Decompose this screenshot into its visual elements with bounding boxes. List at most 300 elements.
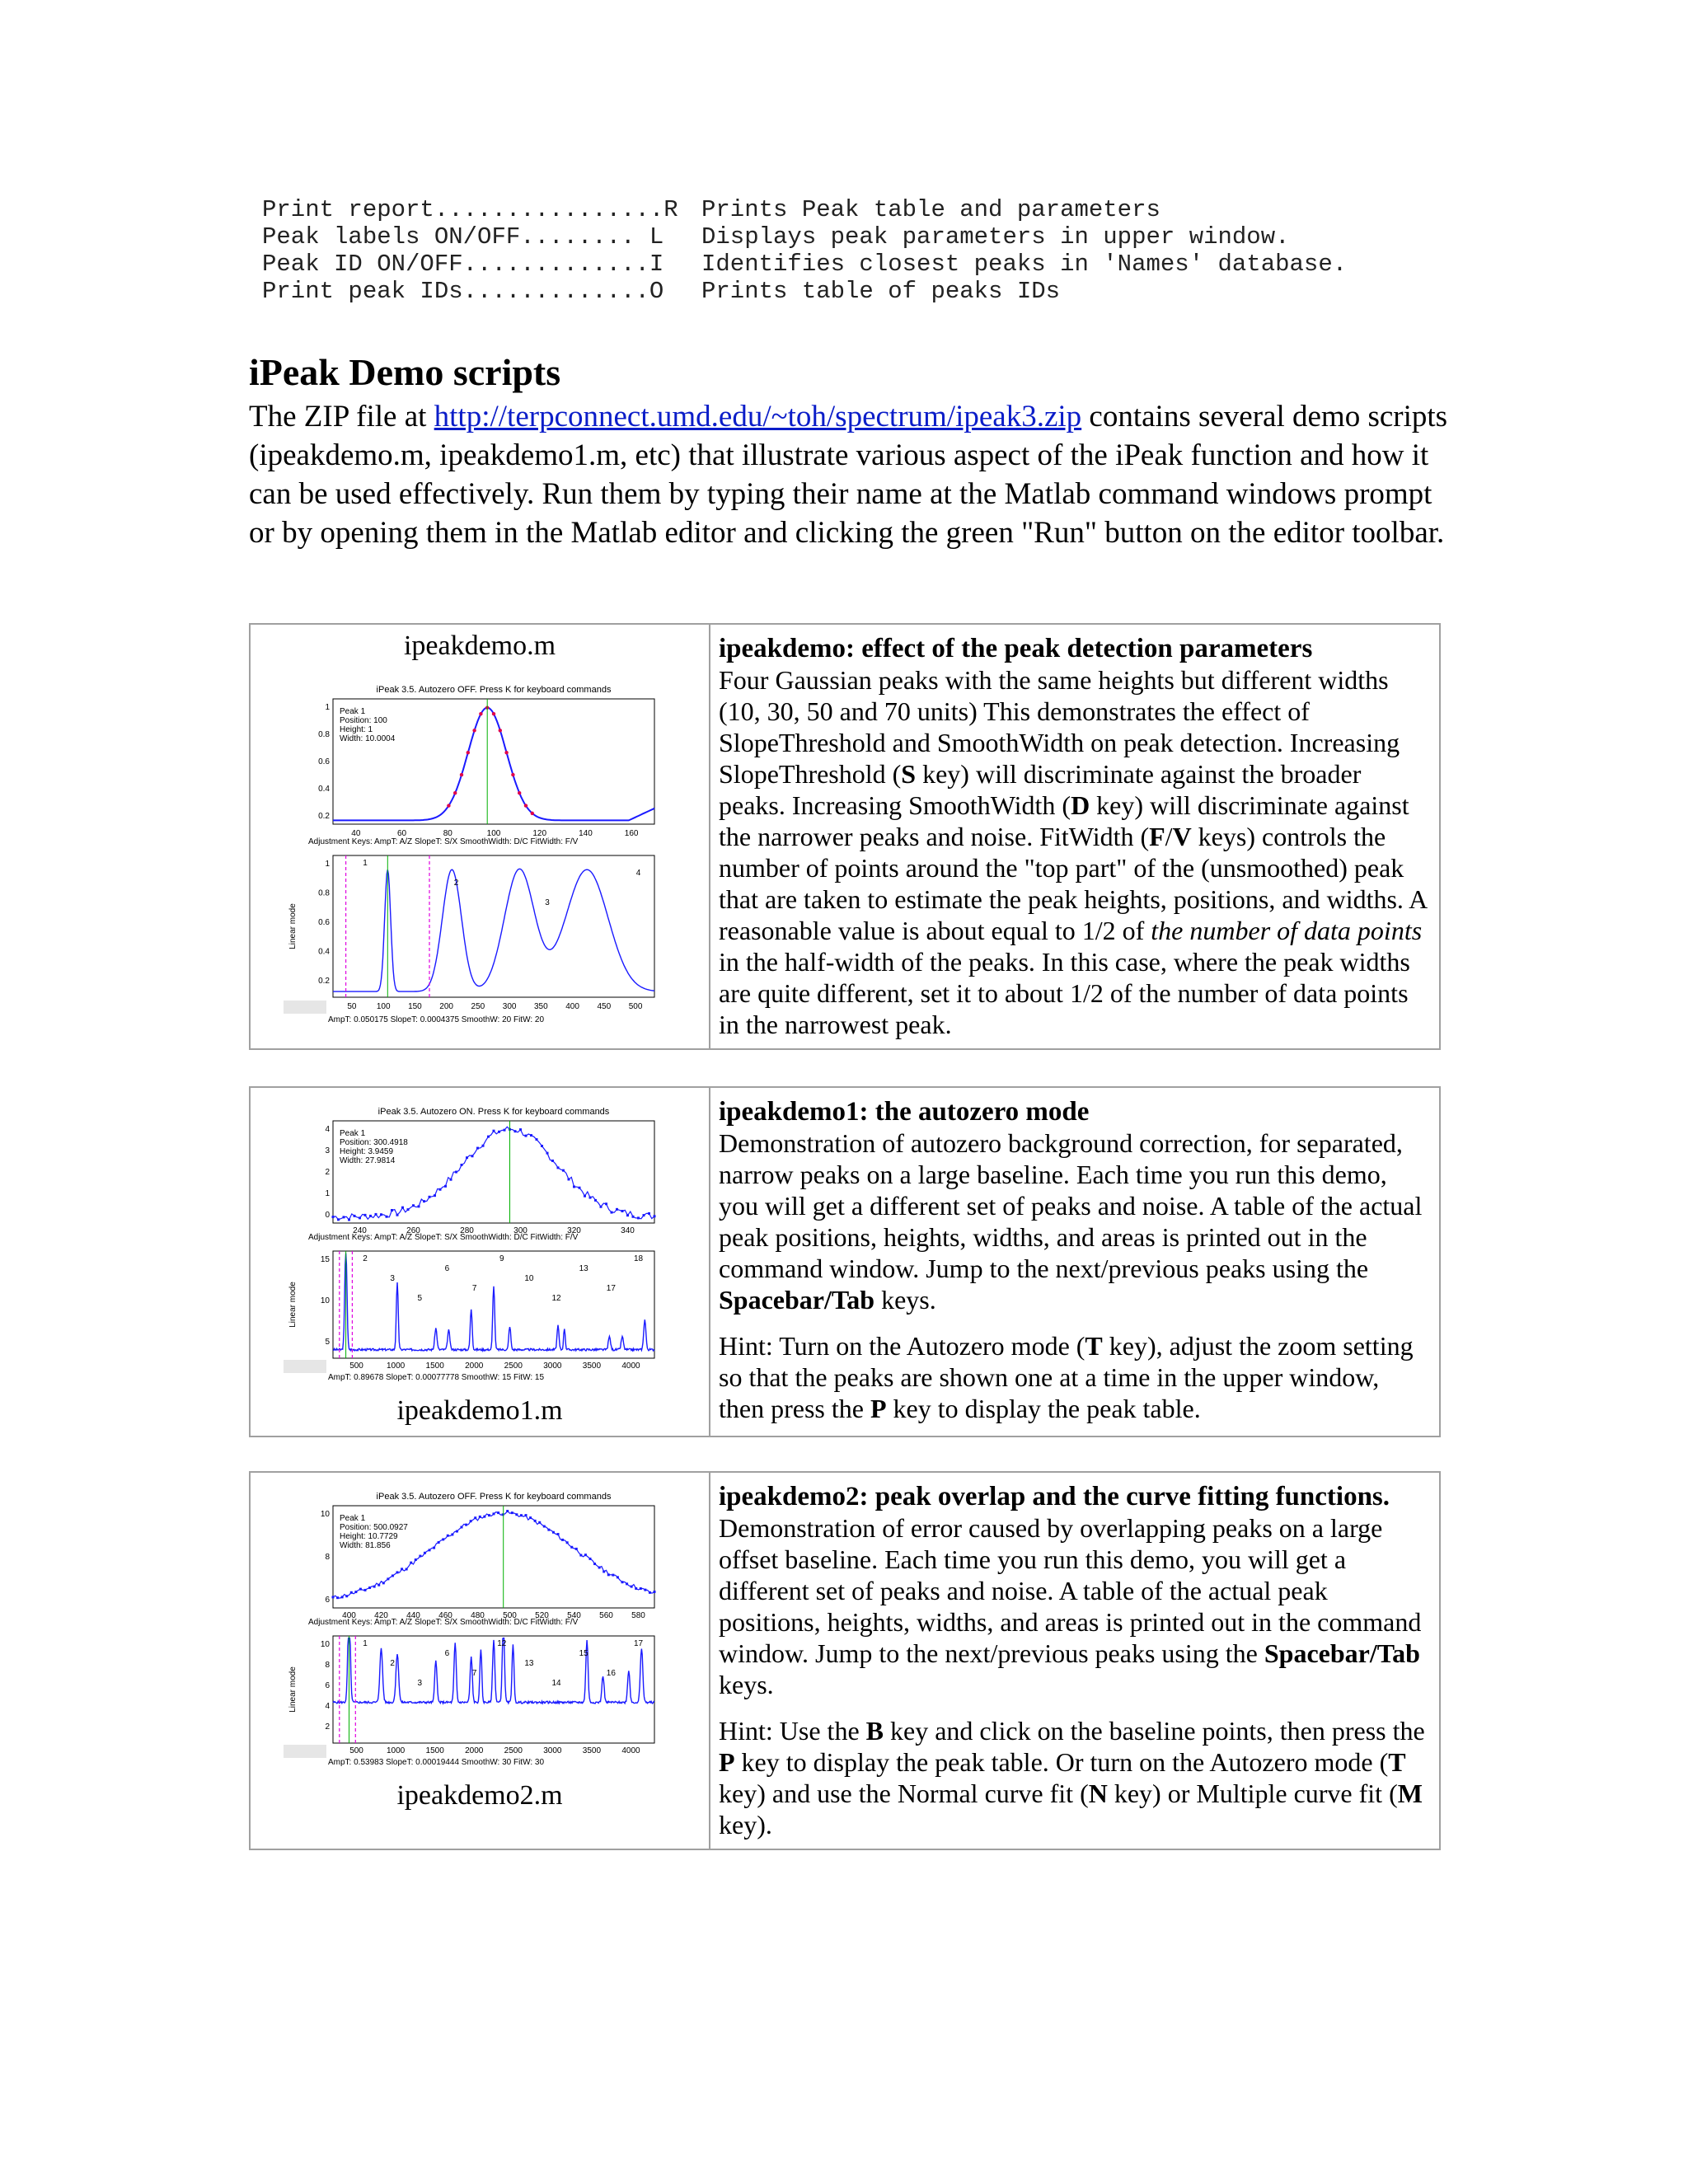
fit-marker	[511, 773, 514, 776]
upper-data-point	[525, 1514, 528, 1516]
status-box	[284, 1001, 326, 1014]
intro-text-end: contains several demo scripts (ipeakdemo.m, ipeakdemo1.m, etc) that illustrate various aspect of the iPeak function and how it can be used effectively. Run them by typing their name at the Matlab command windows prompt or by opening them in the Matlab editor and clicking the green "Run" button on the editor toolbar.	[249, 400, 1448, 550]
intro-text-start: The ZIP file at	[249, 400, 434, 434]
upper-data-point	[568, 1178, 570, 1180]
upper-data-point	[579, 1187, 581, 1189]
lower-y-axis-label: Linear mode	[288, 1666, 298, 1713]
demo-title: ipeakdemo: effect of the peak detection parameters	[719, 634, 1313, 663]
upper-data-point	[392, 1574, 394, 1577]
upper-data-point	[605, 1202, 607, 1205]
body-text: key), adjust the zoom setting so that the peaks are shown one at a time in the upper window, then press the	[719, 1331, 1414, 1423]
peak-number-label: 2	[363, 1254, 368, 1263]
demo-caption: ipeakdemo2.m	[396, 1780, 563, 1811]
upper-plot-title: iPeak 3.5. Autozero OFF. Press K for keyboard commands	[376, 1492, 612, 1502]
lower-y-tick-label: 8	[325, 1661, 330, 1670]
upper-data-point	[474, 1516, 476, 1519]
upper-data-point	[350, 1591, 353, 1594]
upper-data-point	[418, 1205, 420, 1207]
body-text: key to display the peak table. Or turn on the Autozero mode (	[734, 1747, 1389, 1777]
upper-x-tick-label: 320	[567, 1226, 581, 1235]
upper-data-point	[364, 1214, 367, 1216]
lower-y-tick-label: 5	[325, 1338, 330, 1347]
fit-marker	[499, 729, 502, 732]
demo-title: ipeakdemo2: peak overlap and the curve fitting functions.	[719, 1482, 1390, 1511]
zip-download-link[interactable]: http://terpconnect.umd.edu/~toh/spectrum/ipeak3.zip	[434, 400, 1082, 434]
upper-data-point	[471, 1155, 474, 1157]
command-row	[262, 196, 1498, 223]
upper-x-tick-label: 340	[621, 1226, 635, 1235]
lower-y-tick-label: 1	[325, 860, 330, 869]
peak-number-label: 7	[471, 1284, 477, 1293]
upper-data-point	[415, 1558, 417, 1561]
fit-marker	[447, 804, 450, 807]
body-text: key to display the peak table.	[886, 1394, 1201, 1423]
peak-number-label: 17	[606, 1284, 616, 1293]
upper-x-tick-label: 400	[342, 1611, 356, 1620]
demo-hint	[719, 1330, 1431, 1424]
upper-data-point	[450, 1179, 452, 1181]
upper-y-tick-label: 6	[325, 1596, 330, 1605]
lower-x-tick-label: 250	[471, 1002, 485, 1011]
demo-body	[719, 1512, 1431, 1700]
lower-y-tick-label: 15	[320, 1255, 330, 1264]
upper-data-point	[617, 1576, 619, 1578]
upper-data-point	[654, 1591, 656, 1593]
upper-data-point	[511, 1511, 513, 1514]
peak-parameter-label: Peak 1	[340, 1129, 366, 1138]
body-text: Four Gaussian peaks with the same heights but different widths (10, 30, 50 and 70 units) This demonstrates the effect of SlopeThreshold and SmoothWidth on peak detection. Increasing SlopeThreshold (	[719, 665, 1400, 789]
command-description: Prints Peak table and parameters	[701, 196, 1160, 223]
bold-key-text: B	[865, 1716, 884, 1746]
ipeak-figure	[284, 1103, 663, 1393]
peak-number-label: 3	[545, 898, 550, 907]
fit-marker	[479, 712, 482, 715]
upper-x-tick-label: 240	[353, 1226, 367, 1235]
command-key: Print report................R	[262, 196, 678, 223]
upper-data-point	[483, 1516, 485, 1518]
upper-data-point	[649, 1591, 651, 1594]
lower-x-tick-label: 450	[597, 1002, 612, 1011]
upper-data-point	[616, 1208, 618, 1211]
lower-x-tick-label: 500	[349, 1746, 363, 1755]
body-text: Hint: Use the	[719, 1716, 866, 1746]
upper-data-point	[541, 1145, 543, 1147]
upper-data-point	[482, 1145, 485, 1147]
upper-data-point	[546, 1152, 549, 1155]
upper-data-point	[570, 1546, 573, 1549]
peak-number-label: 17	[633, 1639, 644, 1648]
peak-number-label: 14	[551, 1679, 561, 1688]
upper-data-point	[621, 1210, 624, 1212]
upper-data-point	[429, 1549, 431, 1551]
upper-data-point	[429, 1196, 431, 1198]
bold-key-text: M	[1397, 1779, 1423, 1808]
upper-x-tick-label: 40	[351, 829, 361, 838]
peak-number-label: 16	[606, 1669, 616, 1678]
body-text: keys.	[719, 1670, 774, 1699]
command-description: Displays peak parameters in upper window.	[701, 223, 1290, 251]
upper-y-tick-label: 0.2	[318, 812, 330, 821]
fit-marker	[531, 812, 534, 815]
command-key: Peak ID ON/OFF.............I	[262, 251, 664, 278]
peak-number-label: 7	[471, 1669, 477, 1678]
upper-data-point	[557, 1533, 560, 1535]
bold-key-text: P	[719, 1747, 735, 1777]
lower-x-tick-label: 1500	[425, 1361, 444, 1371]
body-text: Hint: Turn on the Autozero mode (	[719, 1331, 1085, 1361]
adjustment-keys-label: Adjustment Keys: AmpT: A/Z SlopeT: S/X SmoothWidth: D/C FitWidth: F/V	[308, 1618, 579, 1627]
upper-data-point	[345, 1595, 348, 1597]
lower-plot-axes	[333, 1251, 654, 1358]
fit-marker	[472, 729, 476, 732]
upper-y-tick-label: 1	[325, 1189, 330, 1198]
upper-data-point	[637, 1216, 640, 1219]
demo-description-cell	[710, 1473, 1439, 1849]
body-text: key and click on the baseline points, then press the	[883, 1716, 1425, 1746]
upper-x-tick-label: 440	[406, 1611, 420, 1620]
command-key: Peak labels ON/OFF........ L	[262, 223, 664, 251]
upper-y-tick-label: 4	[325, 1125, 330, 1134]
body-text: keys.	[874, 1285, 936, 1315]
upper-data-point	[640, 1587, 642, 1590]
body-text: Demonstration of autozero background correction, for separated, narrow peaks on a large baseline. Each time you run this demo, you will get a different set of peaks and noise. A table of the actual peak positions, heights, widths, and areas is printed out in the command window. Jump to the next/previous peaks using the	[719, 1128, 1423, 1283]
lower-x-tick-label: 500	[349, 1361, 363, 1371]
peak-number-label: 4	[635, 869, 641, 878]
body-text: key) will discriminate against the narrower peaks and noise. FitWidth (	[719, 790, 1409, 851]
demo-table-ipeakdemo1	[249, 1086, 1441, 1437]
lower-x-tick-label: 350	[534, 1002, 548, 1011]
upper-data-point	[529, 1516, 532, 1519]
upper-data-point	[612, 1574, 614, 1577]
demo-description-cell	[710, 1088, 1439, 1436]
upper-data-point	[557, 1166, 560, 1169]
peak-number-label: 2	[390, 1659, 395, 1668]
body-text: key) or Multiple curve fit (	[1107, 1779, 1398, 1808]
lower-y-tick-label: 0.6	[318, 918, 330, 927]
lower-x-tick-label: 3500	[582, 1361, 602, 1371]
upper-data-point	[369, 1215, 372, 1217]
upper-data-point	[433, 1547, 435, 1549]
peak-number-label: 1	[363, 859, 368, 868]
upper-data-point	[626, 1582, 628, 1585]
upper-data-point	[538, 1521, 541, 1524]
lower-y-axis-label: Linear mode	[288, 1282, 298, 1328]
upper-x-tick-label: 480	[471, 1611, 485, 1620]
demo-figure-cell	[251, 625, 710, 1048]
fit-marker	[492, 712, 495, 715]
upper-data-point	[439, 1188, 442, 1191]
peak-parameter-label: Width: 81.856	[340, 1541, 391, 1550]
adjustment-keys-label: Adjustment Keys: AmpT: A/Z SlopeT: S/X SmoothWidth: D/C FitWidth: F/V	[308, 837, 579, 846]
peak-number-label: 1	[363, 1639, 368, 1648]
peak-number-label: 15	[579, 1649, 588, 1658]
body-text: Demonstration of error caused by overlapping peaks on a large offset baseline. Each time you run this demo, you will get a different set of peaks and noise. A table of the actual peak positions, heights, widths, and areas is printed out in the command window. Jump to the next/previous peaks using the	[719, 1513, 1422, 1668]
peak-parameter-label: Position: 300.4918	[340, 1138, 408, 1147]
upper-data-point	[552, 1531, 555, 1534]
upper-data-point	[359, 1588, 362, 1591]
upper-data-point	[575, 1548, 578, 1550]
upper-data-point	[631, 1586, 633, 1588]
upper-data-point	[561, 1539, 564, 1541]
upper-data-point	[377, 1584, 380, 1586]
lower-x-tick-label: 1000	[386, 1746, 406, 1755]
upper-data-point	[401, 1207, 404, 1209]
peak-number-label: 6	[444, 1649, 450, 1658]
status-readout: AmpT: 0.050175 SlopeT: 0.0004375 SmoothW: 20 FitW: 20	[328, 1015, 545, 1024]
upper-plot-title: iPeak 3.5. Autozero ON. Press K for keyboard commands	[377, 1107, 610, 1117]
peak-parameter-label: Width: 10.0004	[340, 734, 396, 743]
upper-data-point	[644, 1589, 646, 1591]
peak-number-label: 6	[444, 1264, 450, 1273]
upper-data-point	[584, 1195, 586, 1197]
peak-number-label: 18	[633, 1254, 644, 1263]
upper-data-point	[386, 1216, 388, 1218]
body-text: key).	[719, 1810, 772, 1840]
bold-key-text: Spacebar/Tab	[719, 1285, 875, 1315]
upper-x-tick-label: 420	[374, 1611, 388, 1620]
upper-data-point	[451, 1533, 453, 1535]
upper-x-tick-label: 100	[486, 829, 501, 838]
status-readout: AmpT: 0.53983 SlopeT: 0.00019444 SmoothW: 30 FitW: 30	[328, 1758, 545, 1767]
body-text: key) will discriminate against the broader peaks. Increasing SmoothWidth (	[719, 759, 1362, 820]
upper-data-point	[332, 1596, 335, 1598]
demo-description-cell	[710, 625, 1439, 1048]
peak-parameter-label: Width: 27.9814	[340, 1156, 396, 1165]
demo-caption: ipeakdemo.m	[403, 630, 556, 661]
upper-data-point	[632, 1216, 635, 1218]
demo-figure-cell	[251, 1088, 710, 1436]
upper-data-point	[406, 1568, 408, 1570]
emphasis-text: the number of data points	[1151, 916, 1423, 945]
upper-y-tick-label: 0	[325, 1211, 330, 1220]
upper-data-point	[354, 1215, 356, 1217]
upper-data-point	[534, 1520, 537, 1522]
intro-paragraph	[249, 397, 1452, 552]
bold-key-text: F	[1149, 822, 1165, 851]
status-box	[284, 1360, 326, 1373]
upper-data-point	[589, 1558, 592, 1560]
upper-x-tick-label: 580	[631, 1611, 645, 1620]
lower-x-tick-label: 100	[376, 1002, 391, 1011]
lower-y-tick-label: 4	[325, 1702, 330, 1711]
upper-y-tick-label: 1	[325, 703, 330, 712]
peak-number-label: 13	[579, 1264, 588, 1273]
upper-data-point	[654, 1215, 656, 1217]
upper-data-point	[520, 1514, 523, 1516]
lower-x-tick-label: 2500	[504, 1746, 523, 1755]
upper-data-point	[525, 1135, 528, 1137]
demo-title: ipeakdemo1: the autozero mode	[719, 1097, 1090, 1127]
upper-x-tick-label: 500	[503, 1611, 517, 1620]
upper-x-tick-label: 80	[443, 829, 452, 838]
command-row	[262, 251, 1498, 278]
upper-y-tick-label: 2	[325, 1168, 330, 1177]
upper-data-point	[407, 1208, 410, 1211]
upper-data-point	[593, 1563, 596, 1565]
bold-key-text: Spacebar/Tab	[1264, 1638, 1420, 1668]
bold-key-text: V	[1172, 822, 1192, 851]
upper-data-point	[551, 1160, 554, 1162]
upper-data-point	[382, 1582, 385, 1584]
upper-data-point	[626, 1214, 629, 1216]
upper-x-tick-label: 300	[513, 1226, 528, 1235]
upper-x-tick-label: 560	[599, 1611, 613, 1620]
fit-marker	[504, 751, 508, 754]
ipeak-figure	[284, 1488, 663, 1778]
demo-body	[719, 1127, 1431, 1315]
upper-y-tick-label: 0.4	[318, 785, 330, 794]
upper-data-point	[343, 1216, 345, 1218]
lower-x-tick-label: 200	[439, 1002, 453, 1011]
adjustment-keys-label: Adjustment Keys: AmpT: A/Z SlopeT: S/X SmoothWidth: D/C FitWidth: F/V	[308, 1233, 579, 1242]
demo-table-ipeakdemo2	[249, 1471, 1441, 1850]
upper-data-point	[497, 1511, 499, 1514]
upper-plot-axes	[333, 1121, 654, 1223]
upper-data-point	[359, 1216, 361, 1219]
upper-data-point	[456, 1530, 458, 1533]
upper-data-point	[519, 1128, 522, 1131]
upper-data-point	[412, 1204, 415, 1207]
upper-data-point	[455, 1171, 457, 1174]
ipeak-figure	[284, 674, 663, 1047]
lower-x-tick-label: 150	[408, 1002, 422, 1011]
upper-data-point	[476, 1147, 479, 1150]
peak-number-label: 12	[497, 1639, 507, 1648]
upper-data-point	[444, 1185, 447, 1188]
upper-data-point	[648, 1212, 650, 1215]
lower-y-tick-label: 0.4	[318, 947, 330, 957]
peak-parameter-label: Peak 1	[340, 1514, 366, 1523]
upper-x-tick-label: 120	[532, 829, 547, 838]
upper-data-point	[354, 1591, 357, 1593]
command-description: Identifies closest peaks in 'Names' database.	[701, 251, 1348, 278]
peak-parameter-label: Height: 1	[340, 725, 373, 734]
upper-data-point	[493, 1130, 495, 1132]
upper-data-point	[506, 1510, 509, 1512]
lower-y-tick-label: 6	[325, 1681, 330, 1690]
command-description: Prints table of peaks IDs	[701, 278, 1061, 305]
peak-number-label: 2	[453, 879, 459, 888]
upper-data-point	[423, 1200, 425, 1202]
body-text: in the half-width of the peaks. In this case, where the peak widths are quite different, set it to about 1/2 of the number of data points in the narrowest peak.	[719, 947, 1410, 1039]
upper-data-point	[488, 1514, 490, 1516]
fit-marker	[460, 773, 463, 776]
lower-x-tick-label: 3000	[543, 1361, 562, 1371]
peak-number-label: 10	[524, 1274, 534, 1283]
upper-data-point	[337, 1218, 340, 1221]
command-key: Print peak IDs.............O	[262, 278, 664, 305]
lower-y-tick-label: 0.8	[318, 888, 330, 898]
upper-x-tick-label: 540	[567, 1611, 581, 1620]
upper-data-point	[621, 1581, 624, 1583]
demo-table-ipeakdemo	[249, 623, 1441, 1050]
fit-marker	[453, 791, 457, 794]
upper-data-point	[461, 1526, 463, 1529]
upper-data-point	[487, 1136, 490, 1138]
upper-data-point	[579, 1554, 582, 1557]
lower-x-tick-label: 500	[628, 1002, 643, 1011]
upper-data-point	[396, 1214, 399, 1216]
upper-data-point	[584, 1554, 587, 1556]
upper-data-point	[438, 1541, 440, 1544]
upper-data-point	[341, 1596, 344, 1598]
peak-number-label: 9	[499, 1254, 504, 1263]
lower-x-tick-label: 1000	[386, 1361, 406, 1371]
upper-data-point	[368, 1586, 371, 1589]
lower-x-tick-label: 3500	[582, 1746, 602, 1755]
upper-data-point	[611, 1212, 613, 1214]
upper-data-point	[498, 1131, 500, 1133]
upper-data-point	[375, 1213, 377, 1216]
lower-x-tick-label: 3000	[543, 1746, 562, 1755]
bold-key-text: T	[1388, 1747, 1406, 1777]
upper-data-point	[543, 1526, 546, 1528]
demo-hint	[719, 1715, 1431, 1840]
upper-data-point	[410, 1562, 412, 1564]
upper-data-point	[424, 1552, 426, 1554]
body-text: keys) controls the number of points around the "top part" of the (unsmoothed) peak that are taken to estimate the peak heights, positions, and widths. A reasonable value is about equal to 1/2 of	[719, 822, 1427, 945]
lower-x-tick-label: 2500	[504, 1361, 523, 1371]
body-text: key) and use the Normal curve fit (	[719, 1779, 1089, 1808]
upper-data-point	[466, 1156, 468, 1159]
upper-data-point	[603, 1570, 605, 1572]
upper-data-point	[598, 1567, 601, 1569]
bold-key-text: S	[901, 759, 917, 789]
upper-x-tick-label: 60	[397, 829, 407, 838]
lower-x-tick-label: 2000	[465, 1746, 484, 1755]
upper-data-point	[607, 1573, 610, 1576]
fit-marker	[467, 751, 470, 754]
upper-data-point	[401, 1568, 403, 1570]
lower-y-tick-label: 10	[320, 1640, 330, 1649]
demo-figure-cell	[251, 1473, 710, 1849]
upper-data-point	[573, 1185, 575, 1188]
status-box	[284, 1745, 326, 1758]
upper-plot-axes	[333, 1506, 654, 1608]
upper-data-point	[380, 1213, 382, 1216]
upper-data-point	[643, 1214, 645, 1216]
upper-data-point	[396, 1571, 399, 1573]
upper-data-point	[348, 1218, 350, 1221]
lower-y-axis-label: Linear mode	[288, 903, 298, 949]
body-text: /	[1165, 822, 1173, 851]
upper-x-tick-label: 280	[460, 1226, 474, 1235]
upper-data-point	[530, 1134, 532, 1137]
upper-data-point	[536, 1138, 538, 1141]
peak-number-label: 5	[417, 1294, 423, 1303]
fit-marker	[518, 791, 521, 794]
upper-x-tick-label: 520	[535, 1611, 549, 1620]
upper-y-tick-label: 0.6	[318, 757, 330, 766]
peak-parameter-label: Position: 100	[340, 716, 387, 725]
peak-number-label: 3	[390, 1274, 395, 1283]
peak-parameter-label: Peak 1	[340, 707, 366, 716]
upper-data-point	[504, 1129, 506, 1132]
peak-number-label: 13	[524, 1659, 534, 1668]
upper-data-point	[373, 1586, 376, 1588]
upper-data-point	[332, 1216, 335, 1218]
lower-x-tick-label: 1500	[425, 1746, 444, 1755]
command-row	[262, 223, 1498, 251]
peak-parameter-label: Position: 500.0927	[340, 1523, 408, 1532]
upper-y-tick-label: 3	[325, 1146, 330, 1155]
upper-data-point	[514, 1130, 517, 1132]
upper-data-point	[419, 1555, 421, 1558]
upper-data-point	[336, 1596, 339, 1599]
demo-caption: ipeakdemo1.m	[396, 1395, 563, 1426]
upper-y-tick-label: 10	[320, 1510, 330, 1519]
lower-x-tick-label: 4000	[621, 1361, 640, 1371]
